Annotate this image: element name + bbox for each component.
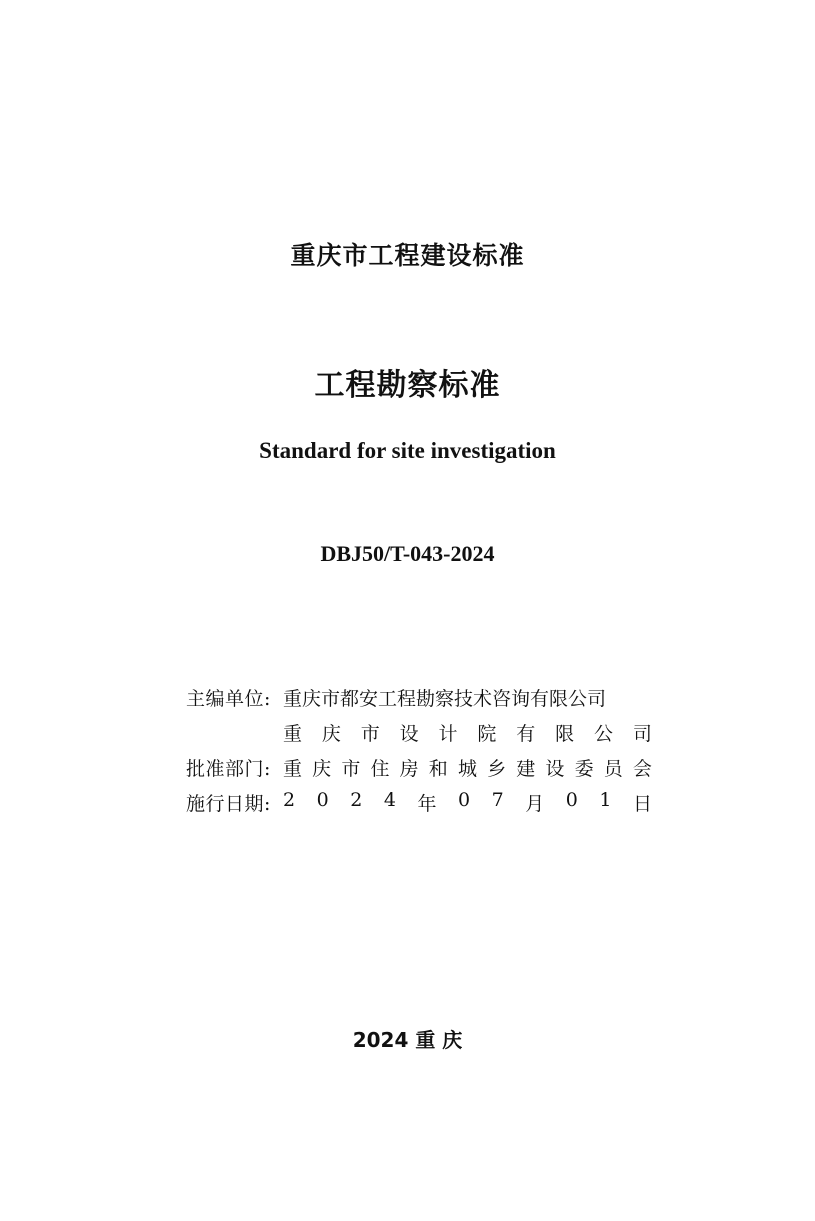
chief-editor-unit-2 (283, 719, 652, 746)
char: 员 (603, 758, 623, 780)
char: 1 (599, 789, 612, 811)
char: 日 (632, 793, 652, 815)
char: 0 (316, 789, 329, 811)
char: 市 (360, 723, 380, 745)
chief-editor-row-2 (186, 715, 652, 750)
char: 0 (457, 789, 471, 811)
document-title-chinese: 工程勘察标准 (314, 368, 501, 403)
standard-code: DBJ50/T-043-2024 (320, 541, 495, 566)
series-title: 重庆市工程建设标准 (290, 241, 525, 270)
char: 司 (632, 723, 652, 745)
char: 院 (477, 723, 497, 745)
chief-editor-unit-1: 重庆市都安工程勘察技术咨询有限公司 (283, 688, 607, 710)
effective-date-label: 施行日期: (186, 793, 271, 815)
effective-date-row (186, 785, 652, 820)
char: 市 (341, 758, 361, 780)
document-title-english: Standard for site investigation (259, 438, 556, 463)
approver-label: 批准部门: (186, 758, 271, 780)
char: 和 (428, 758, 448, 780)
char: 建 (516, 758, 536, 780)
approver-row (186, 750, 652, 785)
char: 公 (594, 723, 614, 745)
char: 月 (525, 793, 545, 815)
char: 2 (283, 789, 296, 811)
effective-date (283, 789, 652, 816)
char: 乡 (487, 758, 507, 780)
char: 2 (350, 789, 363, 811)
char: 设 (545, 758, 565, 780)
publication-info (186, 680, 652, 820)
char: 住 (370, 758, 390, 780)
char: 年 (417, 793, 437, 815)
char: 限 (555, 723, 575, 745)
char: 城 (457, 758, 477, 780)
char: 会 (632, 758, 652, 780)
char: 0 (565, 789, 578, 811)
char: 庆 (312, 758, 332, 780)
char: 房 (399, 758, 419, 780)
char: 庆 (321, 723, 341, 745)
approver-department (283, 754, 652, 781)
char: 重 (283, 723, 303, 745)
char: 7 (491, 789, 504, 811)
char: 委 (574, 758, 594, 780)
char: 4 (383, 789, 396, 811)
char: 重 (283, 758, 303, 780)
char: 计 (438, 723, 458, 745)
chief-editor-label: 主编单位: (186, 688, 271, 710)
char: 有 (516, 723, 536, 745)
char: 设 (399, 723, 419, 745)
chief-editor-row (186, 680, 652, 715)
publication-year-place: 2024 重 庆 (352, 1028, 463, 1052)
